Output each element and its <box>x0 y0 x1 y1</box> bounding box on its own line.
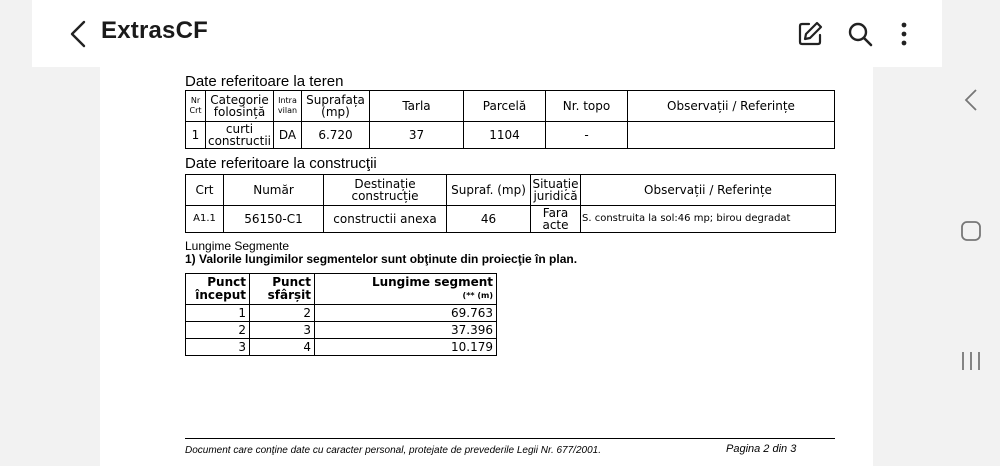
segments-table <box>185 273 497 356</box>
table-row <box>186 322 497 339</box>
cell-end: 3 <box>250 322 315 339</box>
nav-home-icon[interactable] <box>960 220 982 242</box>
table-row <box>186 339 497 356</box>
cell-end: 2 <box>250 305 315 322</box>
cell-destinatie: constructii anexa <box>324 206 447 233</box>
cell-intravilan: DA <box>274 122 302 149</box>
header-situatie: Situație juridică <box>531 175 581 206</box>
header-nr-topo: Nr. topo <box>546 91 628 122</box>
cell-start: 1 <box>186 305 250 322</box>
table-row <box>186 206 836 233</box>
table-row <box>186 122 835 149</box>
app-title: ExtrasCF <box>101 17 208 44</box>
cell-length: 37.396 <box>315 322 497 339</box>
cell-nr-crt: 1 <box>186 122 206 149</box>
footer-divider <box>185 438 835 439</box>
cell-start: 3 <box>186 339 250 356</box>
segments-heading <box>185 240 577 266</box>
buildings-table <box>185 174 836 233</box>
land-section-title: Date referitoare la teren <box>185 73 344 90</box>
footer-note: Document care conţine date cu caracter personal, protejate de prevederile Legii Nr. 677/2001. <box>185 445 601 456</box>
land-table <box>185 90 835 149</box>
segments-subtitle: 1) Valorile lungimilor segmentelor sunt obţinute din proiecţie în plan. <box>185 252 578 266</box>
header-intravilan: Intra vilan <box>274 91 302 122</box>
app-bar <box>32 0 942 67</box>
cell-parcela: 1104 <box>464 122 546 149</box>
cell-crt: A1.1 <box>186 206 224 233</box>
cell-observatii <box>628 122 835 149</box>
cell-start: 2 <box>186 322 250 339</box>
cell-tarla: 37 <box>370 122 464 149</box>
cell-end: 4 <box>250 339 315 356</box>
cell-length: 69.763 <box>315 305 497 322</box>
header-observatii: Observații / Referințe <box>628 91 835 122</box>
header-destinatie: Destinație construcție <box>324 175 447 206</box>
segments-title: Lungime Segmente <box>185 239 290 253</box>
header-punct-inceput: Punct început <box>186 274 250 305</box>
cell-observatii: S. construita la sol:46 mp; birou degradat <box>581 206 836 233</box>
header-lungime <box>315 274 497 305</box>
header-lungime-unit: (** (m) <box>462 291 493 300</box>
land-table-header <box>186 91 835 122</box>
cell-situatie: Fara acte <box>531 206 581 233</box>
header-crt: Crt <box>186 175 224 206</box>
header-tarla: Tarla <box>370 91 464 122</box>
header-categorie: Categorie folosință <box>206 91 274 122</box>
document-page <box>100 67 873 466</box>
cell-supraf: 46 <box>447 206 531 233</box>
cell-length: 10.179 <box>315 339 497 356</box>
table-row <box>186 305 497 322</box>
header-lungime-label: Lungime segment <box>371 275 493 289</box>
cell-numar: 56150-C1 <box>224 206 324 233</box>
segments-table-header <box>186 274 497 305</box>
header-punct-sfarsit: Punct sfârșit <box>250 274 315 305</box>
buildings-table-header <box>186 175 836 206</box>
back-arrow-icon[interactable] <box>66 19 90 49</box>
header-parcela: Parcelă <box>464 91 546 122</box>
header-observatii: Observații / Referințe <box>581 175 836 206</box>
page-number: Pagina 2 din 3 <box>726 443 797 455</box>
search-icon[interactable] <box>846 20 874 48</box>
header-numar: Număr <box>224 175 324 206</box>
buildings-section-title: Date referitoare la construcţii <box>185 155 377 172</box>
edit-icon[interactable] <box>796 20 824 48</box>
nav-recent-apps-icon[interactable] <box>960 350 982 372</box>
header-nr-crt: Nr Crt <box>186 91 206 122</box>
nav-back-icon[interactable] <box>963 88 979 112</box>
cell-suprafata: 6.720 <box>302 122 370 149</box>
cell-nr-topo: - <box>546 122 628 149</box>
cell-categorie: curti constructii <box>206 122 274 149</box>
header-supraf: Supraf. (mp) <box>447 175 531 206</box>
header-suprafata: Suprafața (mp) <box>302 91 370 122</box>
more-options-icon[interactable] <box>890 20 918 48</box>
